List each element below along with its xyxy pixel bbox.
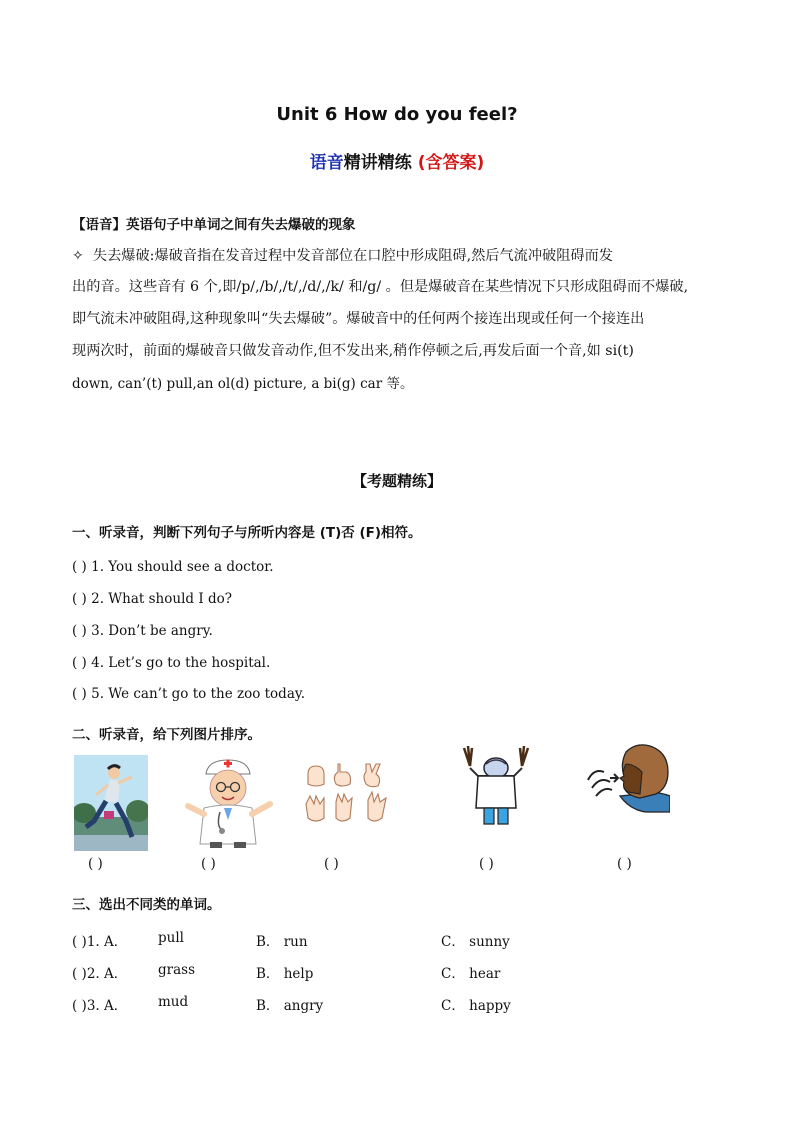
phonics-line-3: 即气流未冲破阻碍,这种现象叫“失去爆破”。爆破音中的任何两个接连出现或任何一个接连出 — [72, 311, 645, 327]
tf-question-1 — [72, 559, 274, 575]
question-text: 2. What should I do? — [91, 591, 232, 607]
answer-blank[interactable]: ( ) — [72, 559, 87, 575]
question-number: 3. A． — [86, 998, 128, 1014]
phonics-heading: 【语音】英语句子中单词之间有失去爆破的现象 — [72, 217, 356, 233]
option-b-label: B． — [256, 966, 280, 982]
tf-question-5 — [72, 686, 305, 702]
practice-heading: 【考题精练】 — [351, 472, 442, 490]
phonics-text-1: 失去爆破:爆破音指在发音过程中发音部位在口腔中形成阻碍,然后气流冲破阻碍而发 — [92, 248, 613, 264]
picture-4-blank[interactable]: ( ) — [479, 856, 494, 872]
subtitle-answers: (含答案) — [417, 153, 485, 173]
answer-blank[interactable]: ( ) — [72, 998, 87, 1014]
picture-3-blank[interactable]: ( ) — [324, 856, 339, 872]
picture-2-blank[interactable]: ( ) — [201, 856, 216, 872]
phonics-line-2: 出的音。这些音有 6 个,即/p/,/b/,/t/,/d/,/k/ 和/g/ 。但是爆破音在某些情况下只形成阻碍而不爆破, — [72, 279, 689, 295]
option-b — [256, 994, 323, 1014]
tf-question-3 — [72, 623, 213, 639]
question-number: 1. A． — [86, 934, 128, 950]
option-b-label: B． — [256, 998, 280, 1014]
option-c-text: happy — [469, 998, 511, 1014]
question-number: 2. A． — [86, 966, 128, 982]
option-b — [256, 930, 308, 950]
option-c-label: C． — [441, 934, 465, 950]
answer-blank[interactable]: ( ) — [72, 591, 87, 607]
answer-blank[interactable]: ( ) — [72, 686, 87, 702]
section2-heading: 二、听录音，给下列图片排序。 — [72, 727, 261, 743]
picture-1-blank[interactable]: ( ) — [88, 856, 103, 872]
tf-question-2 — [72, 591, 232, 607]
option-b-label: B． — [256, 934, 280, 950]
running-man-icon — [74, 755, 148, 851]
option-b-text: help — [283, 966, 314, 982]
section1-heading: 一、听录音，判断下列句子与所听内容是 (T)否 (F)相符。 — [72, 525, 422, 541]
choice-question-3 — [72, 994, 127, 1014]
question-text: 4. Let’s go to the hospital. — [91, 655, 271, 671]
breathing-person-icon — [584, 742, 670, 814]
option-a: grass — [158, 962, 195, 978]
subtitle-lecture: 精讲精练 — [343, 153, 412, 173]
choice-question-1 — [72, 930, 127, 950]
answer-blank[interactable]: ( ) — [72, 623, 87, 639]
stretching-person-icon — [458, 742, 534, 826]
option-c-text: sunny — [469, 934, 510, 950]
doctor-icon — [182, 756, 274, 850]
option-c-label: C． — [441, 998, 465, 1014]
option-b-text: run — [283, 934, 308, 950]
page-title: Unit 6 How do you feel? — [276, 104, 518, 125]
phonics-line-1 — [72, 245, 613, 265]
subtitle-phonics: 语音 — [309, 153, 344, 173]
option-a: pull — [158, 930, 184, 946]
option-b — [256, 962, 313, 982]
option-c — [441, 994, 511, 1014]
hand-gestures-icon — [302, 762, 394, 836]
option-a: mud — [158, 994, 189, 1010]
picture-5-blank[interactable]: ( ) — [617, 856, 632, 872]
phonics-line-4: 现两次时，前面的爆破音只做发音动作,但不发出来,稍作停顿之后,再发后面一个音,如 si(t) — [72, 343, 634, 359]
option-b-text: angry — [283, 998, 324, 1014]
bullet-icon: ✧ — [72, 248, 84, 264]
answer-blank[interactable]: ( ) — [72, 966, 87, 982]
phonics-line-5: down, can’(t) pull,an ol(d) picture, a bi(g) car 等。 — [72, 376, 414, 392]
option-c — [441, 930, 510, 950]
answer-blank[interactable]: ( ) — [72, 655, 87, 671]
option-c-label: C． — [441, 966, 465, 982]
question-text: 3. Don’t be angry. — [91, 623, 213, 639]
answer-blank[interactable]: ( ) — [72, 934, 87, 950]
option-c-text: hear — [469, 966, 501, 982]
option-c — [441, 962, 500, 982]
question-text: 5. We can’t go to the zoo today. — [91, 686, 305, 702]
choice-question-2 — [72, 962, 127, 982]
section3-heading: 三、选出不同类的单词。 — [72, 897, 221, 913]
tf-question-4 — [72, 655, 270, 671]
page-subtitle — [0, 148, 794, 173]
question-text: 1. You should see a doctor. — [91, 559, 274, 575]
